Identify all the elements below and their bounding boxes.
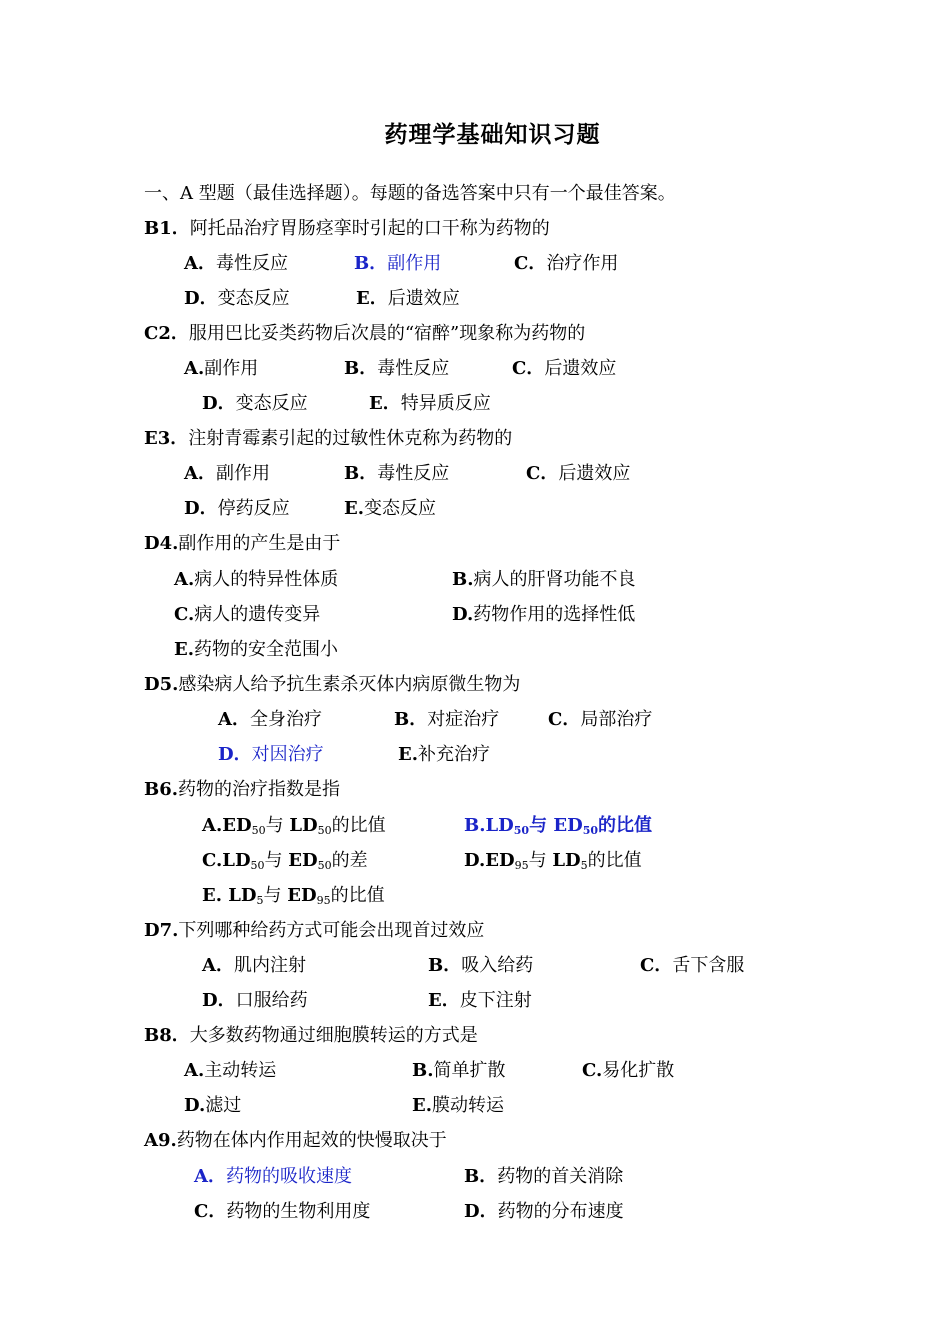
subscript: 95 <box>514 859 529 872</box>
option-letter: C． <box>640 955 673 976</box>
option <box>202 814 386 838</box>
option-letter: B． <box>354 253 388 274</box>
option <box>640 954 744 978</box>
option-letter: B． <box>464 1166 498 1187</box>
option-letter: A. <box>174 569 195 590</box>
option-letter: B. <box>412 1060 434 1081</box>
option-letter: E. <box>412 1095 432 1116</box>
question-stem <box>144 322 585 346</box>
option-text: 变态反应 <box>364 498 436 519</box>
option-text: 后遗效应 <box>544 358 617 379</box>
option <box>526 462 630 486</box>
option-text: 病人的肝肾功能不良 <box>473 569 636 590</box>
subscript: 50 <box>251 824 266 837</box>
option-letter: A． <box>184 463 216 484</box>
option <box>452 568 635 592</box>
option-text: 的比值 <box>598 815 652 836</box>
option-text: 与 <box>264 850 289 871</box>
option-text: 与 <box>528 850 553 871</box>
question-stem <box>144 778 340 802</box>
option <box>369 392 491 416</box>
option-letter: C． <box>514 253 547 274</box>
question-text: 药物在体内作用起效的快慢取决于 <box>176 1130 447 1151</box>
question-text: 阿托品治疗胃肠痉挛时引起的口干称为药物的 <box>189 218 550 239</box>
option-text: 的差 <box>331 850 368 871</box>
question-stem <box>144 217 550 241</box>
option-letter: E． <box>428 990 460 1011</box>
option <box>464 1200 624 1224</box>
option <box>452 603 635 627</box>
option <box>202 884 385 908</box>
question-text: 下列哪种给药方式可能会出现首过效应 <box>178 920 485 941</box>
option-letter: D. <box>452 604 474 625</box>
option-letter: B． <box>344 463 378 484</box>
option <box>412 1094 504 1118</box>
option-correct <box>464 814 652 838</box>
option <box>184 1059 276 1083</box>
option <box>202 849 368 873</box>
option-term: ED <box>553 815 583 836</box>
question-text: 药物的治疗指数是指 <box>178 779 341 800</box>
option-text: 吸入给药 <box>461 955 534 976</box>
question-stem <box>144 919 484 943</box>
option-letter: E． <box>356 288 388 309</box>
option-letter: E. <box>398 744 418 765</box>
question-number: B1． <box>144 218 190 239</box>
question-number: D7. <box>144 920 179 941</box>
option-term: ED <box>485 850 515 871</box>
option-letter: A. <box>202 815 223 836</box>
option-correct <box>218 743 324 767</box>
option-text: 毒性反应 <box>215 253 288 274</box>
option-text: 副作用 <box>215 463 270 484</box>
option-text: 肌内注射 <box>233 955 306 976</box>
option <box>512 357 616 381</box>
option <box>174 603 320 627</box>
option-text: 停药反应 <box>217 498 290 519</box>
option-letter: B. <box>464 815 486 836</box>
option <box>184 287 290 311</box>
option <box>412 1059 505 1083</box>
option-letter: D． <box>184 288 218 309</box>
option <box>464 1165 623 1189</box>
option <box>344 357 449 381</box>
option-text: 主动转运 <box>204 1060 277 1081</box>
section-header-text: 一、A 型题（最佳选择题）。每题的备选答案中只有一个最佳答案。 <box>144 183 676 204</box>
option-text: 局部治疗 <box>580 709 653 730</box>
question-stem <box>144 1024 478 1048</box>
option-letter: D. <box>184 1095 206 1116</box>
option <box>184 1094 241 1118</box>
section-header <box>144 182 676 206</box>
question-text: 副作用的产生是由于 <box>178 533 341 554</box>
option <box>344 462 449 486</box>
option <box>174 568 338 592</box>
option-letter: B． <box>428 955 462 976</box>
option-term: LD <box>228 885 257 906</box>
option-text: 特异质反应 <box>400 393 491 414</box>
question-number: A9. <box>144 1130 177 1151</box>
option-text: 后遗效应 <box>558 463 631 484</box>
question-stem <box>144 673 520 697</box>
question-stem <box>144 1129 447 1153</box>
option <box>184 357 258 381</box>
option-letter: D． <box>202 393 236 414</box>
question-text: 服用巴比妥类药物后次晨的“宿醉”现象称为药物的 <box>188 323 586 344</box>
question-number: B6. <box>144 779 179 800</box>
option-letter: A． <box>218 709 250 730</box>
option-text: 与 <box>263 885 288 906</box>
option-letter: A. <box>184 358 205 379</box>
option-text: 药物作用的选择性低 <box>473 604 636 625</box>
question-number: D5. <box>144 674 179 695</box>
subscript: 50 <box>582 824 598 837</box>
option <box>184 252 288 276</box>
option-text: 病人的遗传变异 <box>194 604 321 625</box>
subscript: 50 <box>317 859 332 872</box>
option-text: 全身治疗 <box>249 709 322 730</box>
subscript: 5 <box>256 894 264 907</box>
option-letter: A． <box>194 1166 226 1187</box>
option <box>428 954 533 978</box>
option-text: 药物的首关消除 <box>497 1166 624 1187</box>
option-text: 口服给药 <box>235 990 308 1011</box>
option <box>582 1059 674 1083</box>
option-letter: A． <box>184 253 216 274</box>
option <box>514 252 618 276</box>
option-text: 的比值 <box>331 815 386 836</box>
question-stem <box>144 532 340 556</box>
option-text: 与 <box>529 815 554 836</box>
option-letter: C. <box>202 850 223 871</box>
option-correct <box>194 1165 352 1189</box>
option-text: 毒性反应 <box>377 463 450 484</box>
question-text: 感染病人给予抗生素杀灭体内病原微生物为 <box>178 674 521 695</box>
option-letter: D． <box>218 744 252 765</box>
option-term: LD <box>289 815 318 836</box>
option-text: 药物的生物利用度 <box>226 1201 371 1222</box>
option-text: 药物的安全范围小 <box>194 639 338 660</box>
option-letter: E. <box>202 885 229 906</box>
subscript: 5 <box>580 859 588 872</box>
option-letter: A. <box>184 1060 205 1081</box>
question-number: C2． <box>144 323 189 344</box>
option-text: 毒性反应 <box>377 358 450 379</box>
option-correct <box>354 252 441 276</box>
option-term: LD <box>552 850 581 871</box>
question-text: 大多数药物通过细胞膜转运的方式是 <box>189 1025 478 1046</box>
option-text: 的比值 <box>587 850 642 871</box>
option-text: 的比值 <box>330 885 385 906</box>
option <box>548 708 652 732</box>
option-letter: A． <box>202 955 234 976</box>
option <box>428 989 532 1013</box>
option <box>464 849 642 873</box>
question-number: D4. <box>144 533 179 554</box>
option <box>394 708 499 732</box>
option <box>218 708 322 732</box>
option-letter: C． <box>194 1201 227 1222</box>
option-text: 副作用 <box>204 358 259 379</box>
option-text: 与 <box>265 815 290 836</box>
option-letter: D． <box>202 990 236 1011</box>
option-letter: E. <box>344 498 364 519</box>
option-letter: D． <box>184 498 218 519</box>
document-title: 药理学基础知识习题 <box>384 121 601 148</box>
option-text: 膜动转运 <box>432 1095 504 1116</box>
option-letter: D. <box>464 850 486 871</box>
option-text: 补充治疗 <box>418 744 490 765</box>
option-letter: B. <box>452 569 474 590</box>
option-letter: C． <box>526 463 559 484</box>
option-text: 变态反应 <box>217 288 290 309</box>
option-letter: E. <box>174 639 194 660</box>
option <box>398 743 490 767</box>
option-text: 简单扩散 <box>433 1060 506 1081</box>
subscript: 50 <box>317 824 332 837</box>
subscript: 95 <box>316 894 331 907</box>
option-text: 对症治疗 <box>427 709 500 730</box>
option-term: ED <box>287 885 317 906</box>
option-text: 药物的吸收速度 <box>225 1166 352 1187</box>
option-letter: B． <box>344 358 378 379</box>
question-number: E3． <box>144 428 189 449</box>
option-text: 后遗效应 <box>387 288 460 309</box>
option-letter: C. <box>582 1060 603 1081</box>
option <box>202 392 308 416</box>
option <box>344 497 436 521</box>
option-letter: B． <box>394 709 428 730</box>
option-text: 滤过 <box>205 1095 242 1116</box>
question-stem <box>144 427 512 451</box>
option-text: 病人的特异性体质 <box>194 569 339 590</box>
option-letter: E． <box>369 393 401 414</box>
question-number: B8． <box>144 1025 190 1046</box>
option-letter: C. <box>174 604 195 625</box>
option <box>184 462 270 486</box>
option <box>184 497 290 521</box>
option-letter: C． <box>548 709 581 730</box>
option-text: 对因治疗 <box>251 744 324 765</box>
option <box>194 1200 370 1224</box>
subscript: 50 <box>513 824 530 837</box>
option <box>202 954 306 978</box>
option <box>202 989 308 1013</box>
option-term: LD <box>485 815 514 836</box>
option-term: ED <box>222 815 252 836</box>
option-term: LD <box>222 850 251 871</box>
option-text: 副作用 <box>387 253 442 274</box>
option <box>356 287 460 311</box>
option-text: 舌下含服 <box>672 955 745 976</box>
option-text: 变态反应 <box>235 393 308 414</box>
subscript: 50 <box>250 859 265 872</box>
option-text: 易化扩散 <box>602 1060 675 1081</box>
option-text: 皮下注射 <box>459 990 532 1011</box>
option-text: 药物的分布速度 <box>497 1201 624 1222</box>
option-text: 治疗作用 <box>546 253 619 274</box>
option <box>174 638 338 662</box>
question-text: 注射青霉素引起的过敏性休克称为药物的 <box>188 428 513 449</box>
option-letter: D． <box>464 1201 498 1222</box>
option-term: ED <box>288 850 318 871</box>
option-letter: C． <box>512 358 545 379</box>
